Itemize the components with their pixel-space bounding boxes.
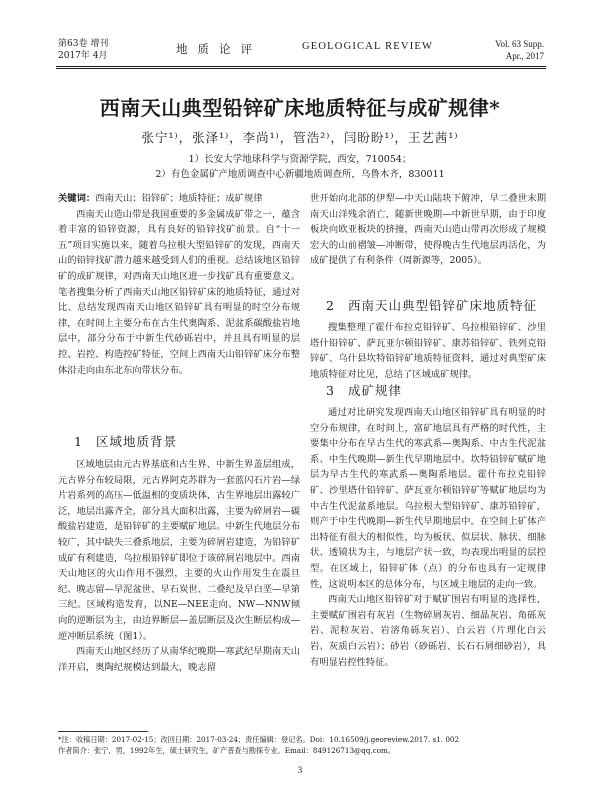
header-volume bbox=[58, 38, 108, 62]
affiliation-1: 1）长安大学地球科学与资源学院，西安，710054； bbox=[188, 154, 412, 165]
left-column-upper bbox=[58, 191, 300, 378]
header-rule bbox=[56, 66, 546, 67]
footnote-rule bbox=[58, 731, 148, 732]
section-2-number: 2 bbox=[326, 298, 335, 313]
keywords-text: 西南天山；铅锌矿；地质特征；成矿规律 bbox=[95, 193, 263, 204]
header-vol-en: Vol. 63 Supp. bbox=[495, 39, 544, 49]
section-3-paragraph-2: 西南天山地区铅锌矿对于赋矿围岩有明显的选择性，主要赋矿围岩有灰岩（生物碎屑灰岩、细晶灰岩、角砾灰岩、泥粒灰岩、岩溶角砾灰岩）、白云岩（片理化白云岩、灰质白云岩）；砂岩（砂砾岩、长石石屑细砂岩），具有明显岩控性特征。 bbox=[310, 594, 546, 668]
section-3-paragraph-1: 通过对比研究发现西南天山地区铅锌矿具有明显的时空分布规律，在时间上，富矿地层具有严格的时代性，主要集中分布在早古生代的寒武系—奥陶系、中古生代泥盆系、中生代晚期—新生代早期地层中。坎特铅锌矿赋矿地层为早古生代的寒武系—奥陶系地层。霍什布拉克铅锌矿、沙里塔什铅锌矿、萨瓦亚尔顿铅锌矿等赋矿地层均为中古生代泥盆系地层。乌拉根大型铅锌矿、康苏铅锌矿，则产于中生代晚期—新生代早期地层中。在空间上矿体产出特征有很大的相似性，均为板状、似层状、脉状、细脉状、透镜状为主，与地层产状一致，均表现出明显的层控型。在区域上，铅锌矿体（点）的分布也具有一定规律性，这说明本区的总体分布，与区域主地层的走向一致。 bbox=[310, 407, 546, 590]
section-2-title: 西南天山典型铅锌矿床地质特征 bbox=[348, 298, 538, 313]
section-1-heading bbox=[74, 432, 177, 450]
intro-paragraph: 西南天山造山带是我国重要的多金属成矿带之一，蕴含着丰富的铅锌资源，具有良好的铅锌找矿前景。自“十一五”项目实施以来，随着乌拉根大型铅锌矿的发现，西南天山的铅锌找矿潜力越来越受到人们的重视。总结该地区铅锌矿的成矿规律，对西南天山地区进一步找矿具有重要意义。笔者搜集分析了西南天山地区铅锌矿床的地质特征，通过对比、总结发现西南天山地区铅锌矿具有明显的时空分布规律，在时间上主要分布在古生代奥陶系、泥盆系碳酸盐岩地层中，部分分布于中新生代砂砾岩中，并且具有明显的层控、岩控、构造控矿特征，空间上西南天山铅锌矿床分布整体沿走向由东北东向带状分布。 bbox=[58, 208, 300, 376]
keywords bbox=[58, 191, 300, 207]
footnote-received: *注：收稿日期：2017-02-15；改回日期：2017-03-24；责任编辑：登记名。Doi：10.16509/j.georeview.2017. s1. 002 bbox=[58, 735, 460, 744]
section-2-paragraph: 搜集整理了霍什布拉克铅锌矿、乌拉根铅锌矿、沙里塔什铅锌矿、萨瓦亚尔顿铅锌矿、康苏铅锌矿、铁列克铅锌矿、乌什县坎特铅锌矿地质特征资料，通过对典型矿床地质特征对比见，总结了区域成矿规律。 bbox=[310, 322, 546, 380]
right-column-section-3 bbox=[310, 405, 546, 670]
keywords-label: 关键词： bbox=[58, 193, 96, 204]
left-column-lower bbox=[58, 457, 300, 675]
section-3-number: 3 bbox=[326, 383, 335, 398]
right-column-section-2 bbox=[310, 320, 546, 382]
header-volume-en bbox=[486, 38, 544, 62]
page-number: 3 bbox=[297, 765, 303, 775]
section-1-paragraph-2: 西南天山地区经历了从南华纪晚期—寒武纪早期南天山洋开启，奥陶纪规模达到最大，晚志留 bbox=[58, 646, 300, 673]
footnote-author: 作者简介：张宁，男，1992年生，硕士研究生，矿产普查与勘探专业。Email：849126713@qq.com。 bbox=[58, 746, 396, 755]
section-2-heading bbox=[326, 296, 537, 314]
header-date-zh: 2017年 4月 bbox=[58, 51, 108, 61]
header-volume-zh: 第63卷 增刊 bbox=[58, 39, 109, 49]
header-rule-double bbox=[56, 68, 546, 69]
right-column-top bbox=[310, 191, 546, 269]
journal-title-en: GEOLOGICAL REVIEW bbox=[302, 41, 434, 52]
section-3-title: 成矿规律 bbox=[348, 383, 403, 398]
section-1-number: 1 bbox=[74, 434, 83, 449]
paper-title: 西南天山典型铅锌矿床地质特征与成矿规律* bbox=[99, 96, 501, 120]
journal-title-zh: 地质论评 bbox=[176, 42, 262, 56]
continuation-paragraph: 世开始向北部的伊犁—中天山陆块下俯冲，早二叠世末期南天山洋残余消亡，随新世晚期—中新世早期，由于印度板块向欧亚板块的挤撞，西南天山造山带再次形成了规模宏大的山前褶皱—冲断带，使得晚古生代地层再活化，为成矿提供了有利条件（周新源等，2005）。 bbox=[310, 193, 546, 267]
section-1-paragraph-1: 区域地层由元古界基底和古生界、中新生界盖层组成，元古界分布较局限，元古界阿克苏群为一套蓝闪石片岩—绿片岩系列的高压—低温相的变质块体，古生界地层出露较广泛，地层出露齐全，部分具大面积出露，主要为碎屑岩—碳酸盐岩建造，是铅锌矿的主要赋矿地层。中新生代地层分布较广，其中缺失三叠系地层，主要为碎屑岩建造，为铅锌矿成矿有利建造，乌拉根铅锌矿即位于该碎屑岩地层中。西南天山地区的火山作用不强烈，主要的火山作用发生在震旦纪、晚志留—早泥盆世、早石炭世、二叠纪及早白垩—早第三纪。区域构造发育，以NE—NEE走向、NW—NNW倾向的逆断层为主，由边界断层—盖层断层及次生断层构成—逆冲断层系统（图1）。 bbox=[58, 459, 300, 642]
section-1-title: 区域地质背景 bbox=[96, 434, 178, 449]
header-date-en: Apr., 2017 bbox=[505, 51, 544, 61]
affiliation-2: 2）有色金属矿产地质调查中心新疆地质调查所，乌鲁木齐，830011 bbox=[155, 169, 445, 180]
author-list: 张宁¹⁾，张泽¹⁾，李尚¹⁾，管浩²⁾，闫盼盼¹⁾，王艺茜¹⁾ bbox=[141, 130, 459, 145]
section-3-heading bbox=[326, 381, 402, 399]
